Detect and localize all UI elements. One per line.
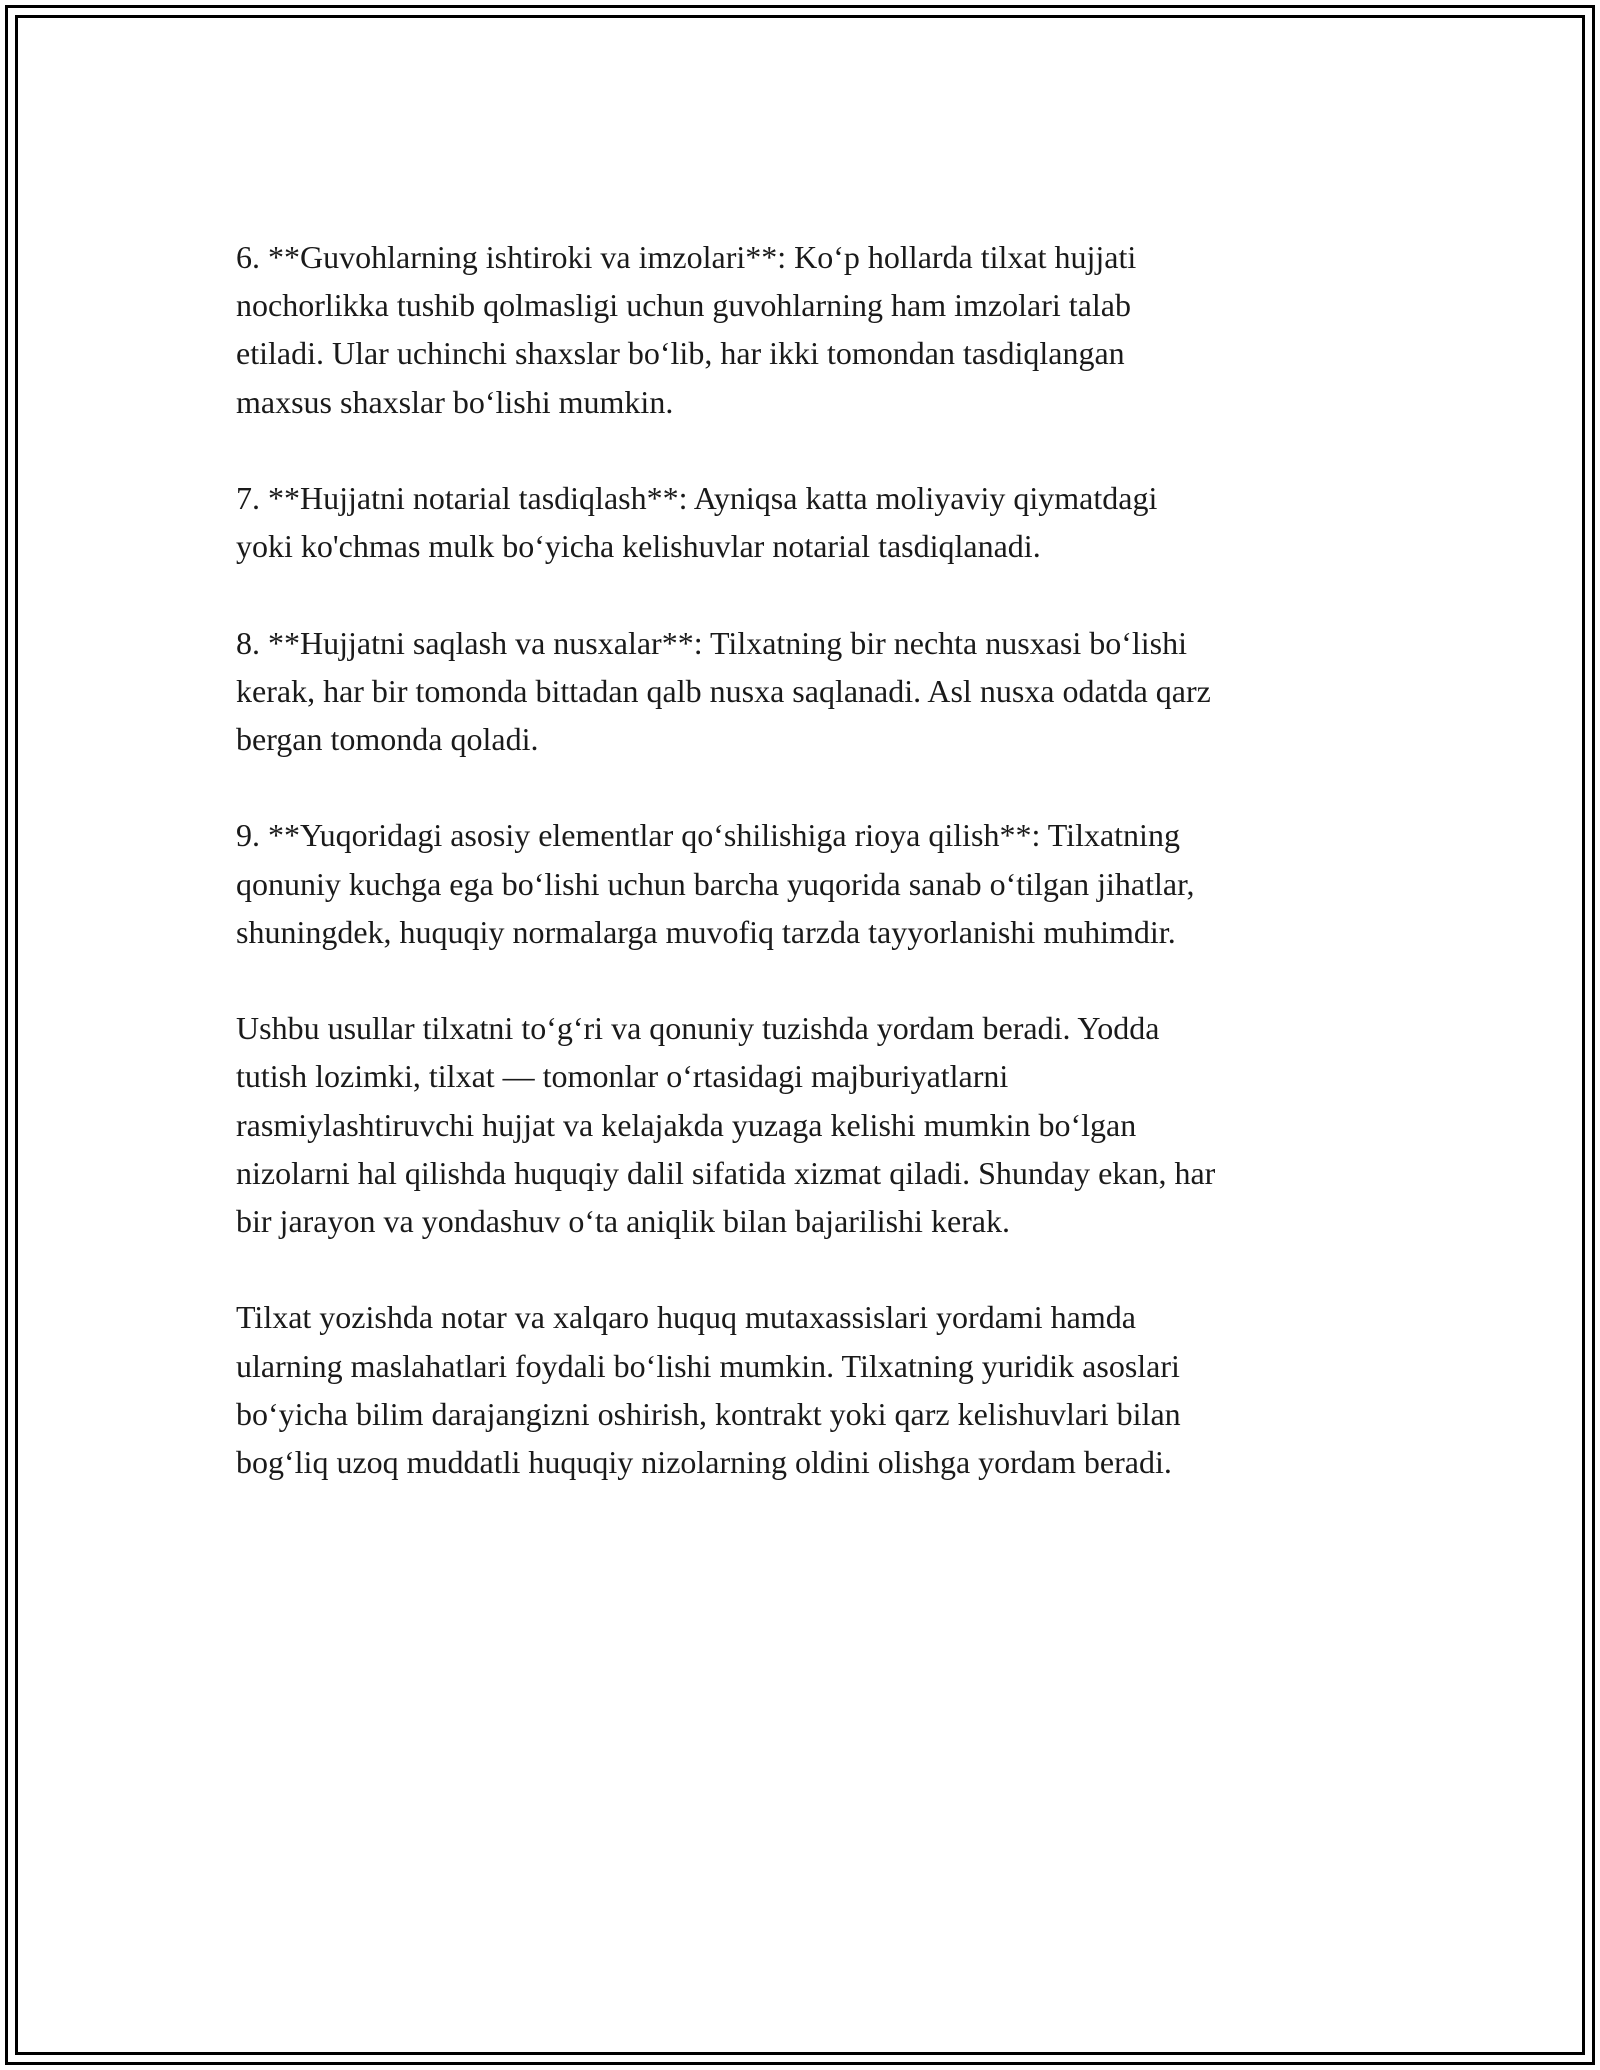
paragraph-item-8: 8. **Hujjatni saqlash va nusxalar**: Tilxatning bir nechta nusxasi bo‘lishi kerak, har bir tomonda bittadan qalb nusxa saqlanadi. Asl nusxa odatda qarz bergan tomonda qoladi. xyxy=(236,624,1211,757)
paragraph-summary: Ushbu usullar tilxatni to‘g‘ri va qonuniy tuzishda yordam beradi. Yodda tutish lozimki, tilxat — tomonlar o‘rtasidagi majburiyatlarni rasmiylashtiruvchi hujjat va kelajakda yuzaga kelishi mumkin bo‘lgan nizolarni hal qilishda huquqiy dalil sifatida xizmat qiladi. Shunday ekan, har bir jarayon va yondashuv o‘ta aniqlik bilan bajarilishi kerak. xyxy=(236,1010,1216,1239)
paragraph-item-7: 7. **Hujjatni notarial tasdiqlash**: Ayniqsa katta moliyaviy qiymatdagi yoki ko'chmas mulk bo‘yicha kelishuvlar notarial tasdiqlanadi. xyxy=(236,480,1158,565)
paragraph-item-9: 9. **Yuqoridagi asosiy elementlar qo‘shilishiga rioya qilish**: Tilxatning qonuniy kuchga ega bo‘lishi uchun barcha yuqorida sanab o‘tilgan jihatlar, shuningdek, huquqiy normalarga muvofiq tarzda tayyorlanishi muhimdir. xyxy=(236,817,1195,950)
document-body xyxy=(236,233,1366,1534)
paragraph-advice: Tilxat yozishda notar va xalqaro huquq mutaxassislari yordami hamda ularning maslahatlari foydali bo‘lishi mumkin. Tilxatning yuridik asoslari bo‘yicha bilim darajangizni oshirish, kontrakt yoki qarz kelishuvlari bilan bog‘liq uzoq muddatli huquqiy nizolarning oldini olishga yordam beradi. xyxy=(236,1299,1181,1480)
paragraph-item-6: 6. **Guvohlarning ishtiroki va imzolari**: Ko‘p hollarda tilxat hujjati nochorlikka tushib qolmasligi uchun guvohlarning ham imzolari talab etiladi. Ular uchinchi shaxslar bo‘lib, har ikki tomondan tasdiqlangan maxsus shaxslar bo‘lishi mumkin. xyxy=(236,239,1137,420)
